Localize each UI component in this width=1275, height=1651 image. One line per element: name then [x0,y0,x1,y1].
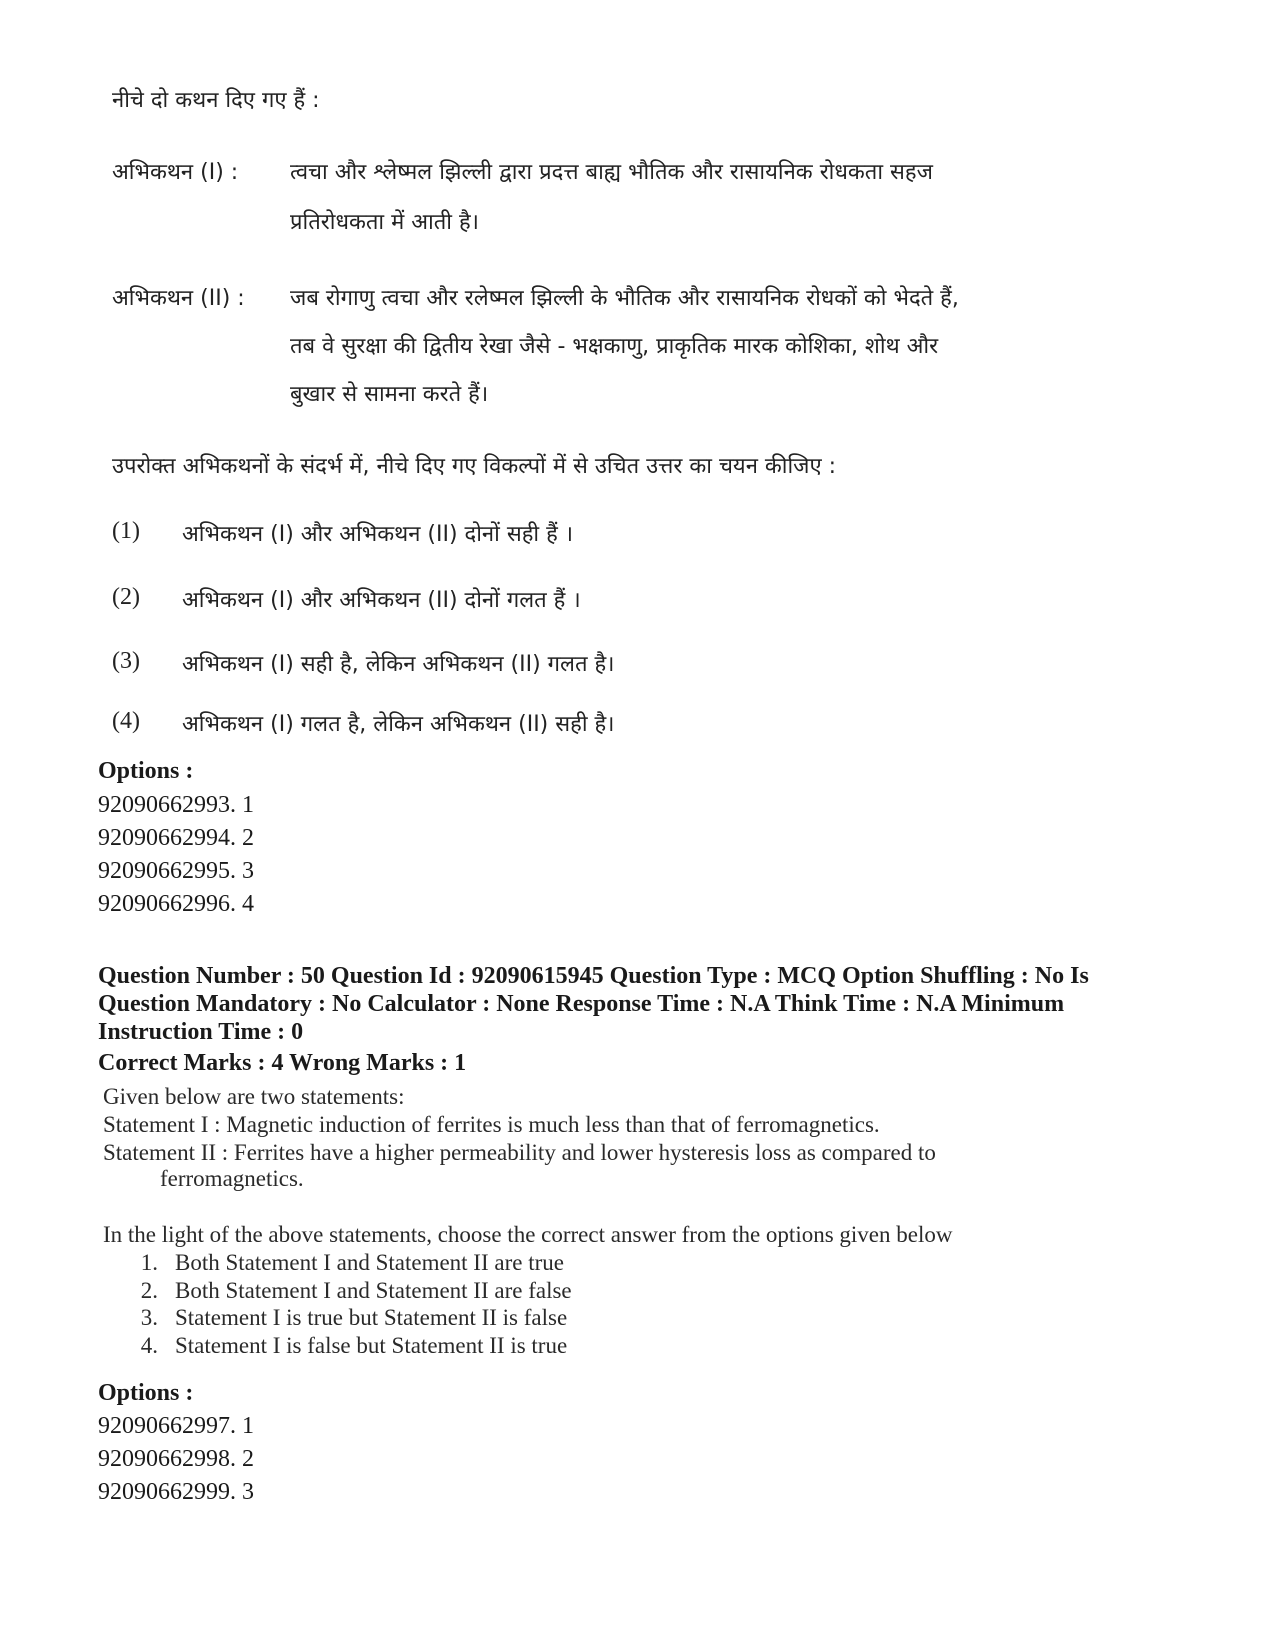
choice-text: Statement I is true but Statement II is false [175,1305,568,1330]
hindi-statement2-line: बुखार से सामना करते हैं। [290,382,489,407]
choice-number: 1. [140,1250,158,1275]
hindi-choice-number: (3) [112,648,140,674]
hindi-choice-number: (4) [112,708,140,734]
hindi-choice-number: (2) [112,584,140,610]
option-item: 92090662999. 3 [98,1479,254,1505]
hindi-statement2-label: अभिकथन (II) : [112,286,245,311]
hindi-intro: नीचे दो कथन दिए गए हैं : [112,88,320,113]
option-item: 92090662995. 3 [98,858,254,884]
hindi-statement1-label: अभिकथन (I) : [112,160,239,185]
statement-2-continued: ferromagnetics. [160,1166,304,1191]
statement-2: Statement II : Ferrites have a higher permeability and lower hysteresis loss as compared to [103,1140,936,1165]
option-item: 92090662994. 2 [98,825,254,851]
question-header: Question Number : 50 Question Id : 92090615945 Question Type : MCQ Option Shuffling : No Is Question Mandatory : No Calculator : None Response Time : N.A Think Time : N.A Minimum Instruction Time : 0 [98,963,1089,1045]
option-item: 92090662997. 1 [98,1413,254,1439]
question-marks: Correct Marks : 4 Wrong Marks : 1 [98,1050,467,1076]
hindi-choice-text: अभिकथन (I) और अभिकथन (II) दोनों सही हैं । [182,522,574,547]
option-item: 92090662998. 2 [98,1446,254,1472]
choice-text: Statement I is false but Statement II is true [175,1333,568,1358]
choice-number: 3. [140,1305,158,1330]
question-prompt: In the light of the above statements, choose the correct answer from the options given below [103,1222,953,1247]
choice-number: 4. [140,1333,158,1358]
hindi-statement1-line: त्वचा और श्लेष्मल झिल्ली द्वारा प्रदत्त बाह्य भौतिक और रासायनिक रोधकता सहज [290,160,933,185]
options-title: Options : [98,1380,194,1406]
option-item: 92090662996. 4 [98,891,254,917]
choice-text: Both Statement I and Statement II are true [175,1250,564,1275]
statement-1: Statement I : Magnetic induction of ferrites is much less than that of ferromagnetics. [103,1112,880,1137]
choice-text: Both Statement I and Statement II are false [175,1278,572,1303]
choice-number: 2. [140,1278,158,1303]
hindi-statement2-line: तब वे सुरक्षा की द्वितीय रेखा जैसे - भक्षकाणु, प्राकृतिक मारक कोशिका, शोथ और [290,334,939,359]
hindi-choice-text: अभिकथन (I) सही है, लेकिन अभिकथन (II) गलत है। [182,652,615,677]
question-intro: Given below are two statements: [103,1084,405,1109]
hindi-choice-text: अभिकथन (I) और अभिकथन (II) दोनों गलत हैं । [182,588,581,613]
option-item: 92090662993. 1 [98,792,254,818]
hindi-choice-text: अभिकथन (I) गलत है, लेकिन अभिकथन (II) सही है। [182,712,615,737]
hindi-prompt: उपरोक्त अभिकथनों के संदर्भ में, नीचे दिए गए विकल्पों में से उचित उत्तर का चयन कीजिए : [112,454,837,479]
options-title: Options : [98,758,194,784]
hindi-statement1-line: प्रतिरोधकता में आती है। [290,210,479,235]
hindi-choice-number: (1) [112,518,140,544]
hindi-statement2-line: जब रोगाणु त्वचा और रलेष्मल झिल्ली के भौतिक और रासायनिक रोधकों को भेदते हैं, [290,286,959,311]
